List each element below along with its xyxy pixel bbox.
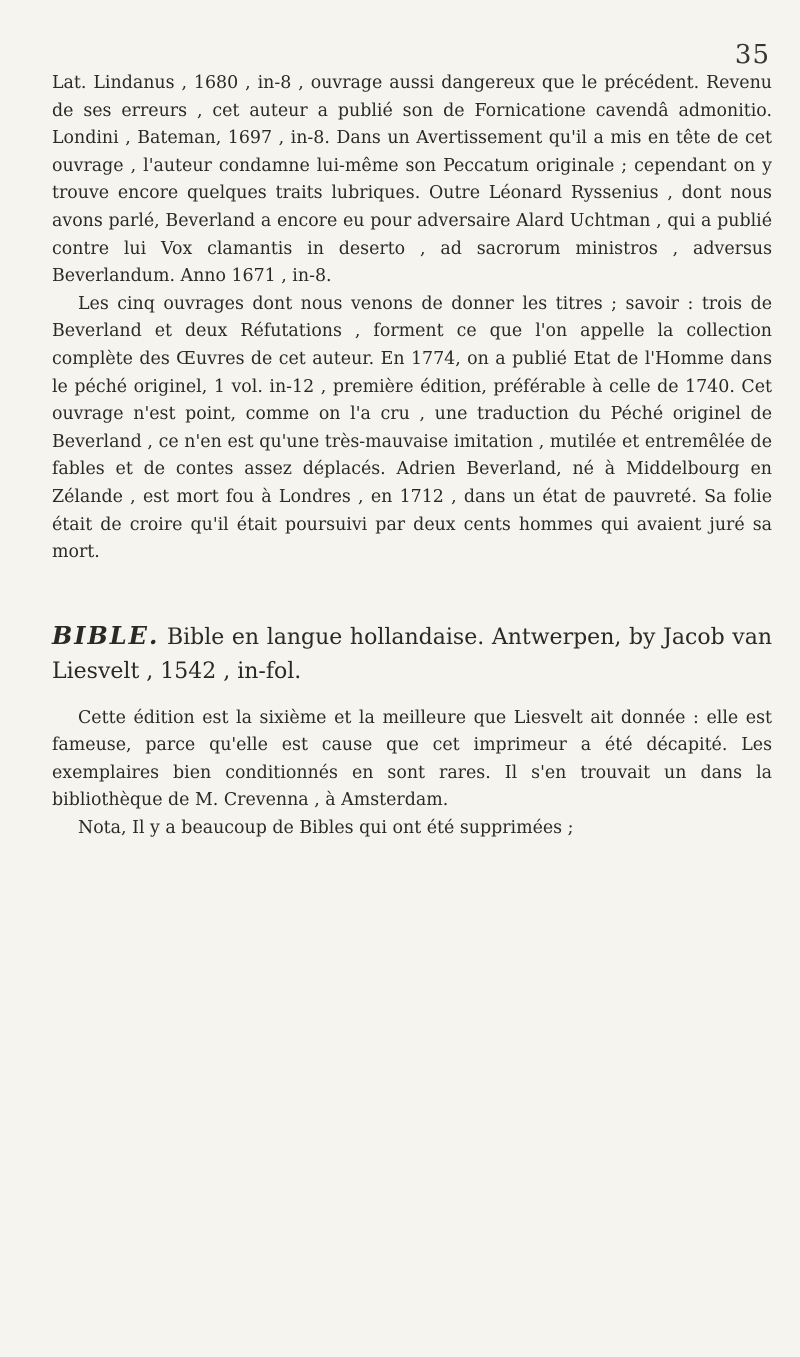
entry-nota: Nota, Il y a beaucoup de Bibles qui ont été supprimées ; [78,818,574,839]
entry-headword: BIBLE. [52,620,160,650]
continuation-paragraph-2: Les cinq ouvrages dont nous venons de donner les titres ; savoir : trois de Beverland et deux Réfutations , forment ce que l'on appelle la collection complète des Œuvres de cet auteur. En 1774, on a publié Etat de l'Homme dans le péché originel, 1 vol. in-12 , première édition, préférable à celle de 1740. Cet ouvrage n'est point, comme on l'a cru , une traduction du Péché originel de Beverland , ce n'en est qu'une très-mauvaise imitation , mutilée et entremêlée de fables et de contes assez déplacés. Adrien Beverland, né à Middelbourg en Zélande , est mort fou à Londres , en 1712 , dans un état de pauvreté. Sa folie était de croire qu'il était poursuivi par deux cents hommes qui avaient juré sa mort. [52,293,772,563]
entry-title: Bible en langue hollandaise. Antwerpen, by Jacob van Liesvelt , 1542 , in-fol. [52,624,772,684]
entry-paragraph-1: Cette édition est la sixième et la meilleure que Liesvelt ait donnée : elle est fameuse, parce qu'elle est cause que cet imprimeur a été décapité. Les exemplaires bien conditionnés en sont rares. Il s'en trouvait un dans la bibliothèque de M. Crevenna , à Amsterdam. [52,707,772,811]
page-number: 35 [734,40,770,70]
continuation-paragraph-1: Lat. Lindanus , 1680 , in-8 , ouvrage aussi dangereux que le précédent. Revenu de ses erreurs , cet auteur a publié son de Fornicatione cavendâ admonitio. Londini , Bateman, 1697 , in-8. Dans un Avertissement qu'il a mis en tête de cet ouvrage , l'auteur condamne lui-même son Peccatum originale ; cependant on y trouve encore quelques traits lubriques. Outre Léonard Ryssenius , dont nous avons parlé, Beverland a encore eu pour adversaire Alard Uchtman , qui a publié contre lui Vox clamantis in deserto , ad sacrorum ministros , adversus Beverlandum. Anno 1671 , in-8. [52,73,772,287]
bible-entry [52,619,772,689]
